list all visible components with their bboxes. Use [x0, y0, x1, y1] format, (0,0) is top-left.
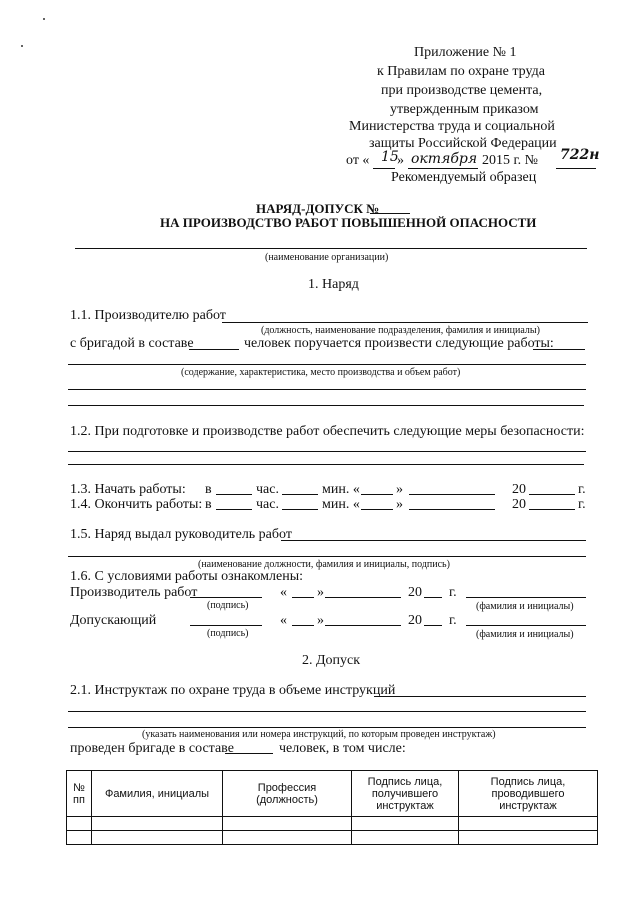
- p14-close: »: [396, 497, 403, 512]
- p11-caption-2: (содержание, характеристика, место производства и объем работ): [181, 367, 461, 378]
- brigade-label: с бригадой в составе: [70, 336, 194, 351]
- header-number: [67, 771, 92, 817]
- works-field-1[interactable]: [533, 349, 585, 350]
- table-cell[interactable]: [459, 817, 598, 831]
- header-conducted-line3: инструктаж: [499, 799, 557, 812]
- admitting-20: 20: [408, 613, 422, 628]
- safety-field-2[interactable]: [68, 464, 584, 465]
- header-conducted-line2: проводившего: [491, 787, 565, 800]
- p14-min: мин. «: [322, 497, 360, 512]
- header-profession: [223, 771, 352, 817]
- table-cell[interactable]: [67, 831, 92, 845]
- header-name: Фамилия, инициалы: [92, 771, 223, 817]
- table-cell[interactable]: [92, 831, 223, 845]
- table-row: [67, 831, 598, 845]
- end-min-field[interactable]: [282, 509, 318, 510]
- admitting-sign-caption: (подпись): [207, 628, 249, 639]
- works-field-4[interactable]: [68, 405, 584, 406]
- instructions-field-3[interactable]: [68, 727, 586, 728]
- appendix-line-4: утвержденным приказом: [390, 102, 539, 117]
- p13-20: 20: [512, 482, 526, 497]
- p13-v: в: [205, 482, 212, 497]
- end-year-field[interactable]: [529, 509, 575, 510]
- scan-speck: [43, 18, 45, 20]
- p13-hour: час.: [256, 482, 279, 497]
- p21-label: 2.1. Инструктаж по охране труда в объеме инструкций: [70, 683, 396, 698]
- p14-v: в: [205, 497, 212, 512]
- admitting-open-quote: «: [280, 613, 287, 628]
- section2-heading: 2. Допуск: [302, 653, 361, 668]
- organization-caption: (наименование организации): [265, 252, 389, 263]
- table-cell[interactable]: [92, 817, 223, 831]
- instructed-brigade-size-field[interactable]: [225, 753, 273, 754]
- header-received-line2: получившего: [371, 787, 439, 800]
- admitting-day-field[interactable]: [292, 625, 314, 626]
- p13-close: »: [396, 482, 403, 497]
- table-cell[interactable]: [352, 831, 459, 845]
- producer-sign-caption: (подпись): [207, 600, 249, 611]
- order-day-underline: [373, 168, 395, 169]
- end-month-field[interactable]: [409, 509, 495, 510]
- admitting-signature-field[interactable]: [190, 625, 262, 626]
- p14-20: 20: [512, 497, 526, 512]
- appendix-line-2: к Правилам по охране труда: [377, 64, 545, 79]
- header-number-line2: пп: [73, 793, 85, 806]
- table-cell[interactable]: [223, 831, 352, 845]
- table-row: [67, 817, 598, 831]
- p13-g: г.: [578, 482, 586, 497]
- order-month-underline: [408, 168, 478, 169]
- table-cell[interactable]: [67, 817, 92, 831]
- header-received-signature: [352, 771, 459, 817]
- end-hour-field[interactable]: [216, 509, 252, 510]
- order-number-underline: [556, 168, 596, 169]
- briefing-table: [66, 770, 598, 845]
- admitting-close-quote: »: [317, 613, 324, 628]
- start-month-field[interactable]: [409, 494, 495, 495]
- start-day-field[interactable]: [361, 494, 393, 495]
- header-profession-line1: Профессия: [257, 781, 317, 794]
- producer-close-quote: »: [317, 585, 324, 600]
- scan-speck: [21, 45, 23, 47]
- admitting-year-field[interactable]: [424, 625, 442, 626]
- table-cell[interactable]: [223, 817, 352, 831]
- appendix-line-3: при производстве цемента,: [381, 83, 543, 98]
- p21-caption: (указать наименования или номера инструкций, по которым проведен инструктаж): [142, 729, 496, 740]
- p11-label: 1.1. Производителю работ: [70, 308, 226, 323]
- work-producer-field[interactable]: [222, 322, 588, 323]
- p16-label: 1.6. С условиями работы ознакомлены:: [70, 569, 304, 584]
- header-conducted-signature: [459, 771, 598, 817]
- header-conducted-line1: Подпись лица,: [490, 775, 566, 788]
- p15-label: 1.5. Наряд выдал руководитель работ: [70, 527, 292, 542]
- header-received-line1: Подпись лица,: [367, 775, 443, 788]
- header-received-line3: инструктаж: [376, 799, 434, 812]
- instructions-field-1[interactable]: [374, 696, 586, 697]
- appendix-line-1: Приложение № 1: [414, 45, 517, 60]
- issuer-field-1[interactable]: [281, 540, 586, 541]
- producer-month-field[interactable]: [325, 597, 401, 598]
- producer-name-caption: (фамилия и инициалы): [476, 601, 574, 612]
- admitting-month-field[interactable]: [325, 625, 401, 626]
- safety-field-1[interactable]: [68, 451, 586, 452]
- order-number: 722н: [560, 147, 600, 163]
- admitting-g: г.: [449, 613, 457, 628]
- order-date-prefix: от «: [346, 153, 370, 168]
- recommended-sample: Рекомендуемый образец: [391, 170, 537, 185]
- p14-hour: час.: [256, 497, 279, 512]
- section1-heading: 1. Наряд: [308, 277, 359, 292]
- order-date-close-quote: »: [397, 153, 404, 168]
- p13-min: мин. «: [322, 482, 360, 497]
- works-field-3[interactable]: [68, 389, 586, 390]
- producer-year-field[interactable]: [424, 597, 442, 598]
- p21-brigade-label: проведен бригаде в составе: [70, 741, 234, 756]
- order-date-day: 15: [381, 149, 399, 165]
- header-profession-line2: (должность): [256, 793, 318, 806]
- brigade-tail: человек поручается произвести следующие работы:: [244, 336, 554, 351]
- issuer-field-2[interactable]: [68, 556, 586, 557]
- order-date-year: 2015 г. №: [482, 153, 539, 168]
- end-day-field[interactable]: [361, 509, 393, 510]
- producer-day-field[interactable]: [292, 597, 314, 598]
- producer-open-quote: «: [280, 585, 287, 600]
- producer-20: 20: [408, 585, 422, 600]
- p14-label: 1.4. Окончить работы:: [70, 497, 203, 512]
- table-cell[interactable]: [352, 817, 459, 831]
- appendix-line-5: Министерства труда и социальной: [349, 119, 555, 134]
- works-field-2[interactable]: [68, 364, 586, 365]
- p11-caption: (должность, наименование подразделения, фамилия и инициалы): [261, 325, 540, 336]
- order-date-month: октября: [411, 151, 478, 167]
- p15-caption: (наименование должности, фамилия и инициалы, подпись): [198, 559, 450, 570]
- producer-signature-field[interactable]: [190, 597, 262, 598]
- producer-g: г.: [449, 585, 457, 600]
- instructions-field-2[interactable]: [68, 711, 586, 712]
- p21-brigade-tail: человек, в том числе:: [279, 741, 406, 756]
- header-number-line1: №: [73, 781, 85, 794]
- organization-field[interactable]: [75, 248, 587, 249]
- start-year-field[interactable]: [529, 494, 575, 495]
- permit-title: НАРЯД-ДОПУСК №: [256, 201, 380, 216]
- admitting-name-field[interactable]: [466, 625, 586, 626]
- permit-number-field[interactable]: [370, 213, 410, 214]
- admitting-name-caption: (фамилия и инициалы): [476, 629, 574, 640]
- appendix-line-6: защиты Российской Федерации: [369, 136, 557, 151]
- p13-label: 1.3. Начать работы:: [70, 482, 186, 497]
- producer-label: Производитель работ: [70, 585, 198, 600]
- producer-name-field[interactable]: [466, 597, 586, 598]
- admitting-label: Допускающий: [70, 613, 157, 628]
- p14-g: г.: [578, 497, 586, 512]
- start-hour-field[interactable]: [216, 494, 252, 495]
- table-cell[interactable]: [459, 831, 598, 845]
- permit-subtitle: НА ПРОИЗВОДСТВО РАБОТ ПОВЫШЕННОЙ ОПАСНОСТИ: [160, 215, 537, 230]
- brigade-size-field[interactable]: [189, 349, 239, 350]
- p12-label: 1.2. При подготовке и производстве работ обеспечить следующие меры безопасности:: [70, 424, 585, 439]
- start-min-field[interactable]: [282, 494, 318, 495]
- table-header-row: [67, 771, 598, 817]
